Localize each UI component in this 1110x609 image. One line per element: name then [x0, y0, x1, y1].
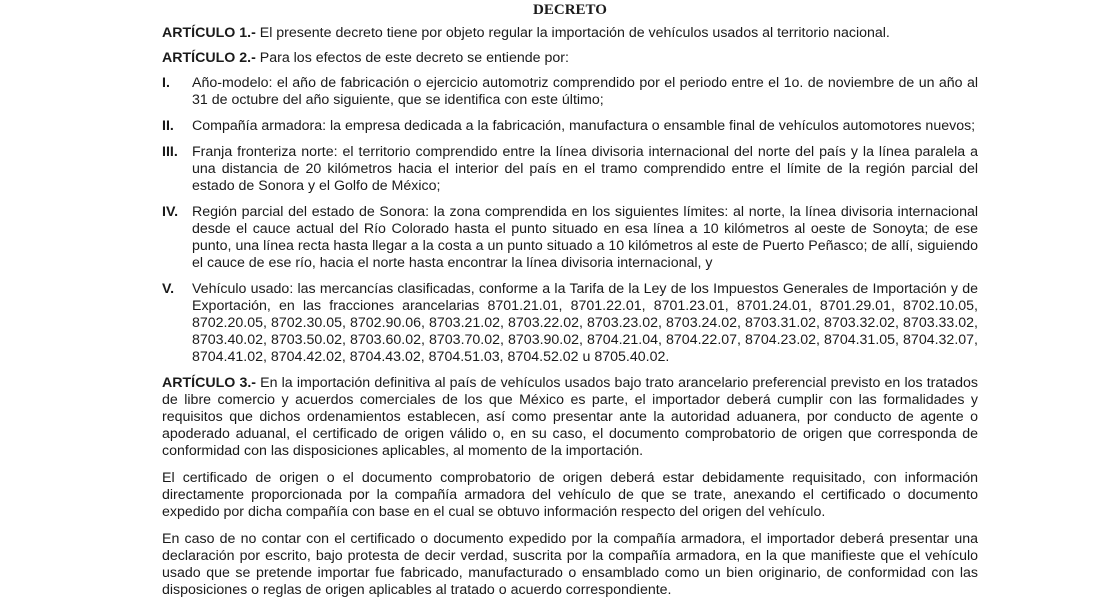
- article-1: [162, 25, 978, 42]
- definition-item-iv: [162, 204, 978, 272]
- definition-text: Región parcial del estado de Sonora: la zona comprendida en los siguientes límites: al norte, la línea divisoria internacional desde el cauce actual del Río Colorado hasta el punto situado en esa línea a 10 kilómetros al oeste de Sonoyta; de ese punto, una línea recta hasta llegar a la costa a un punto situado a 10 kilómetros al este de Puerto Peñasco; de allí, siguiendo el cauce de ese río, hacia el norte hasta encontrar la línea divisoria internacional, y: [192, 204, 978, 271]
- article-3-label: ARTÍCULO 3.-: [162, 375, 256, 391]
- definition-number: II.: [162, 118, 174, 134]
- definition-number: I.: [162, 75, 170, 91]
- definition-item-v: [162, 281, 978, 366]
- document-page: [162, 0, 978, 609]
- article-1-label: ARTÍCULO 1.-: [162, 25, 256, 41]
- document-title: DECRETO: [533, 2, 607, 18]
- definition-text: Compañía armadora: la empresa dedicada a la fabricación, manufactura o ensamble final de vehículos automotores nuevos;: [192, 118, 976, 134]
- article-1-text: El presente decreto tiene por objeto regular la importación de vehículos usados al territorio nacional.: [255, 25, 890, 41]
- definition-item-ii: [162, 118, 978, 135]
- article-3: [162, 375, 978, 460]
- article-3-text: En la importación definitiva al país de vehículos usados bajo trato arancelario preferencial previsto en los tratados de libre comercio y acuerdos comerciales de los que México es parte, el importador deberá cumplir con las formalidades y requisitos que dichos ordenamientos establecen, así como presentar ante la autoridad aduanera, por conducto de agente o apoderado aduanal, el certificado de origen válido o, en su caso, el documento comprobatorio de origen que corresponda de conformidad con las disposiciones aplicables, al momento de la importación.: [162, 375, 978, 459]
- definition-number: IV.: [162, 204, 179, 220]
- definition-number: III.: [162, 144, 178, 160]
- definition-text: Vehículo usado: las mercancías clasificadas, conforme a la Tarifa de la Ley de los Impuestos Generales de Importación y de Exportación, en las fracciones arancelarias 8701.21.01, 8701.22.01, 8701.23.01, 8701.24.01, 8701.29.01, 8702.10.05, 8702.20.05, 8702.30.05, 8702.90.06, 8703.21.02, 8703.22.02, 8703.23.02, 8703.24.02, 8703.31.02, 8703.32.02, 8703.33.02, 8703.40.02, 8703.50.02, 8703.60.02, 8703.70.02, 8703.90.02, 8704.21.04, 8704.22.07, 8704.23.02, 8704.31.05, 8704.32.07, 8704.41.02, 8704.42.02, 8704.43.02, 8704.51.03, 8704.52.02 u 8705.40.02.: [192, 281, 978, 365]
- article-2-label: ARTÍCULO 2.-: [162, 50, 256, 66]
- article-3-paragraph-3: En caso de no contar con el certificado o documento expedido por la compañía armadora, el importador deberá presentar una declaración por escrito, bajo protesta de decir verdad, suscrita por la compañía armadora, en la que manifieste que el vehículo usado que se pretende importar fue fabricado, manufacturado o ensamblado como un bien originario, de conformidad con las disposiciones o reglas de origen aplicables al tratado o acuerdo correspondiente.: [162, 531, 978, 598]
- definition-item-iii: [162, 144, 978, 195]
- article-2: [162, 50, 978, 67]
- definition-text: Año-modelo: el año de fabricación o ejercicio automotriz comprendido por el periodo entre el 1o. de noviembre de un año al 31 de octubre del año siguiente, que se identifica con este último;: [192, 75, 978, 108]
- article-3-paragraph-2: El certificado de origen o el documento comprobatorio de origen deberá estar debidamente requisitado, con información directamente proporcionada por la compañía armadora del vehículo de que se trate, anexando el certificado o documento expedido por dicha compañía con base en el cual se obtuvo información respecto del origen del vehículo.: [162, 470, 978, 520]
- definitions-list: [162, 75, 978, 366]
- article-2-text: Para los efectos de este decreto se entiende por:: [255, 50, 569, 66]
- definition-text: Franja fronteriza norte: el territorio comprendido entre la línea divisoria internacional del norte del país y la línea paralela a una distancia de 20 kilómetros hacia el interior del país en el tramo comprendido entre el límite de la región parcial del estado de Sonora y el Golfo de México;: [192, 144, 978, 194]
- definition-item-i: [162, 75, 978, 109]
- definition-number: V.: [162, 281, 175, 297]
